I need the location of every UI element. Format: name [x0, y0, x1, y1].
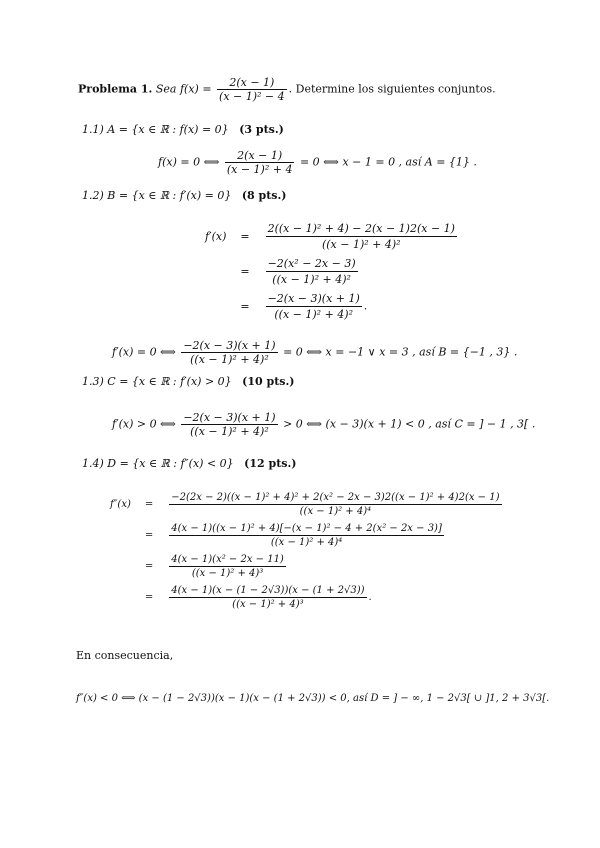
heading-text: 1.1) A = {x ∈ ℝ : f(x) = 0} [82, 123, 229, 136]
derivative-derivation [205, 222, 459, 321]
equals-sign: = [240, 265, 250, 278]
equals-sign: = [144, 592, 154, 603]
derivation-step-3 [264, 292, 368, 321]
fraction-denominator: ((x − 1)² + 4)² [181, 352, 277, 365]
equation-right: = 0 ⟺ x = −1 ∨ x = 3 , así B = {−1 , 3} . [283, 345, 518, 359]
fraction-denominator: ((x − 1)² + 4)³ [169, 597, 366, 610]
derivation-step-1 [266, 222, 457, 251]
equation-fraction [181, 340, 277, 365]
period: . [363, 299, 368, 313]
problem-intro: Sea f(x) = [155, 82, 212, 96]
derivation-step-2 [169, 523, 444, 548]
fraction-numerator: 4(x − 1)((x − 1)² + 4)[−(x − 1)² − 4 + 2(x² − 2x − 3)] [171, 523, 442, 534]
section-1-1-equation [158, 150, 477, 175]
points-label: (12 pts.) [244, 457, 297, 470]
points-label: (8 pts.) [241, 189, 287, 202]
equation-right: = 0 ⟺ x − 1 = 0 , así A = {1} . [299, 155, 477, 169]
section-1-2-heading [82, 190, 287, 201]
derivation-step-1 [169, 492, 501, 517]
fraction-denominator: (x − 1)² + 4 [226, 163, 293, 176]
conclusion-label: En consecuencia, [76, 649, 174, 662]
fraction-numerator: −2(x − 3)(x + 1) [183, 339, 276, 352]
fraction-denominator: ((x − 1)² + 4)⁴ [169, 504, 501, 517]
problem-statement [78, 77, 496, 102]
section-1-3-heading [82, 376, 295, 387]
fraction-numerator: −2(x² − 2x − 3) [267, 257, 356, 270]
heading-text: 1.3) C = {x ∈ ℝ : f′(x) > 0} [82, 375, 232, 388]
equation-fraction [181, 412, 277, 437]
derivation-lhs: f″(x) [110, 499, 131, 510]
fraction-denominator: (x − 1)² − 4 [219, 90, 285, 103]
derivation-lhs: f′(x) [205, 230, 227, 243]
fraction-numerator: 2(x − 1) [237, 149, 283, 162]
fraction-denominator: ((x − 1)² + 4)⁴ [169, 535, 444, 548]
fraction-denominator: ((x − 1)² + 4)² [266, 306, 362, 321]
equals-sign: = [240, 230, 250, 243]
equation-left: f′(x) > 0 ⟺ [112, 417, 176, 431]
derivation-step-4 [167, 585, 371, 610]
equation-left: f′(x) = 0 ⟺ [112, 345, 176, 359]
points-label: (3 pts.) [239, 123, 284, 136]
derivation-step-2 [266, 257, 358, 286]
second-derivative-derivation [110, 492, 504, 610]
problem-title: Problema 1. [78, 82, 153, 96]
equation-fraction [225, 150, 295, 175]
equals-sign: = [144, 561, 154, 572]
function-fraction [217, 77, 287, 102]
equation-left: f(x) = 0 ⟺ [158, 155, 220, 169]
fraction-numerator: −2(x − 3)(x + 1) [183, 411, 276, 424]
period: . [368, 592, 372, 603]
fraction-numerator: −2(2x − 2)((x − 1)² + 4)² + 2(x² − 2x − 3)2((x − 1)² + 4)2(x − 1) [171, 492, 500, 503]
derivation-step-3 [169, 554, 286, 579]
fraction-denominator: ((x − 1)² + 4)³ [169, 566, 286, 579]
problem-intro-tail: . Determine los siguientes conjuntos. [288, 82, 496, 96]
conclusion-equation: f″(x) < 0 ⟺ (x − (1 − 2√3))(x − 1)(x − (1 + 2√3)) < 0, así D = ] − ∞, 1 − 2√3[ ∪ ]1, 2 + 3√3[. [76, 693, 550, 704]
fraction-numerator: 4(x − 1)(x − (1 − 2√3))(x − (1 + 2√3)) [171, 585, 365, 596]
heading-text: 1.2) B = {x ∈ ℝ : f′(x) = 0} [82, 189, 232, 202]
fraction-denominator: ((x − 1)² + 4)² [266, 236, 457, 251]
points-label: (10 pts.) [242, 375, 295, 388]
section-1-4-heading [82, 458, 297, 469]
section-1-1-heading [82, 124, 284, 135]
fraction-numerator: 4(x − 1)(x² − 2x − 11) [171, 554, 284, 565]
equals-sign: = [240, 300, 250, 313]
fraction-numerator: 2((x − 1)² + 4) − 2(x − 1)2(x − 1) [267, 222, 455, 235]
section-1-3-result [112, 412, 535, 437]
heading-text: 1.4) D = {x ∈ ℝ : f″(x) < 0} [82, 457, 234, 470]
equation-right: > 0 ⟺ (x − 3)(x + 1) < 0 , así C = ] − 1 , 3[ . [283, 417, 536, 431]
fraction-denominator: ((x − 1)² + 4)² [181, 424, 277, 437]
section-1-2-result [112, 340, 517, 365]
equals-sign: = [144, 530, 154, 541]
fraction-numerator: −2(x − 3)(x + 1) [267, 292, 360, 305]
step-fraction [266, 292, 362, 321]
fraction-numerator: 2(x − 1) [229, 76, 275, 89]
equals-sign: = [144, 499, 154, 510]
fraction-denominator: ((x − 1)² + 4)² [266, 271, 358, 286]
step-fraction [169, 585, 366, 610]
